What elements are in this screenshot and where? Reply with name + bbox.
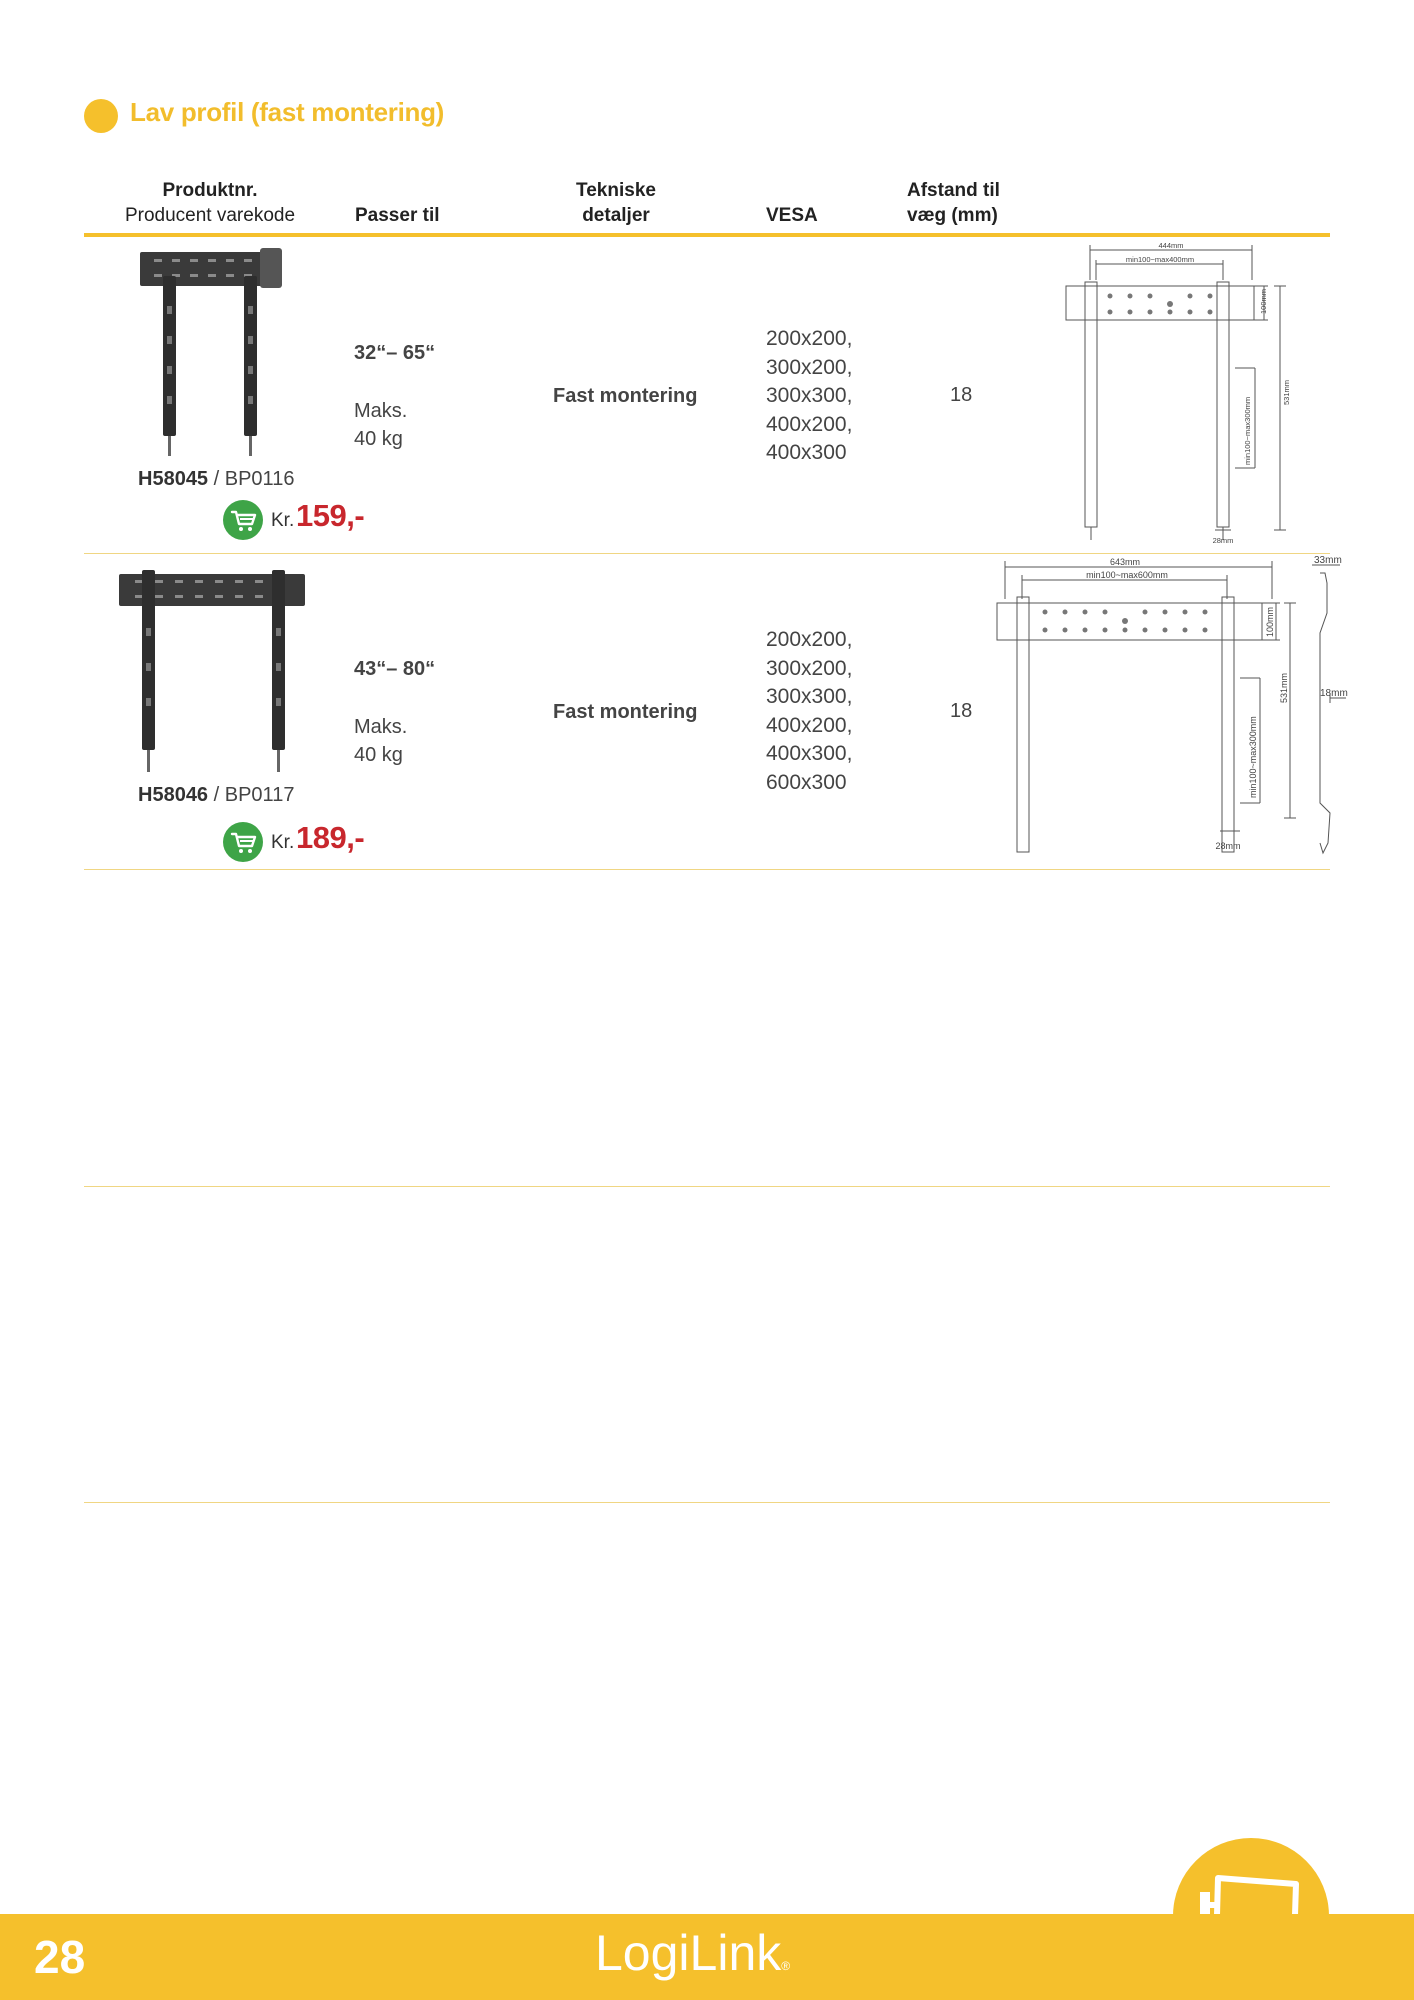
manufacturer-code: BP0117 [224,784,295,806]
vesa-item: 600x300 [766,770,847,794]
max-weight: 40 kg [354,744,403,766]
header-technical-line2: detaljer [582,205,650,226]
dimension-label: min100~max300mm [1243,396,1252,465]
dimension-label: min100~max300mm [1248,716,1258,798]
vesa-item: 400x300 [766,441,847,464]
dimension-label: 33mm [1314,555,1342,566]
header-wall-distance-line1: Afstand til [907,180,1000,201]
technical-drawing-h58046 [990,553,1355,858]
technical-details: Fast montering [553,701,698,723]
dimension-label: 444mm [1158,241,1184,250]
registered-mark: ® [781,1959,791,1973]
dimension-label: 18mm [1320,688,1348,699]
code-separator: / [213,468,220,490]
technical-drawing-h58045 [1060,240,1300,550]
product-code [138,468,294,491]
max-weight: 40 kg [354,428,403,450]
page-number: 28 [34,1931,86,1983]
dimension-label: 28mm [1215,841,1241,851]
header-technical-line1: Tekniske [576,180,656,201]
code-separator: / [213,784,220,806]
wall-distance: 18 [950,384,973,406]
row-divider [84,1186,1330,1187]
header-divider [84,233,1330,237]
vesa-item: 400x200, [766,713,853,737]
currency-label: Kr. [271,510,295,531]
vesa-list [766,325,852,468]
header-wall-distance [907,178,1000,228]
dimension-label: 100mm [1259,288,1268,314]
header-product-line2: Producent varekode [124,205,296,226]
row-divider [84,869,1330,870]
vesa-item: 200x200, [766,628,853,651]
cart-icon[interactable] [223,822,263,862]
cart-icon[interactable] [223,500,263,540]
product-image-h58045 [132,246,292,466]
product-number: H58046 [138,784,209,806]
dimension-label: 531mm [1279,672,1289,703]
max-label: Maks. [354,716,408,738]
fits-size: 32“– 65“ [354,342,436,364]
vesa-item: 400x300, [766,742,853,765]
fits-size: 43“– 80“ [354,658,436,680]
header-fits: Passer til [355,205,440,226]
product-number: H58045 [138,468,209,490]
dimension-label: min100~max400mm [1125,255,1195,264]
vesa-item: 300x300, [766,685,853,708]
header-technical [546,178,686,228]
dimension-label: 531mm [1282,379,1291,405]
header-wall-distance-line2: væg (mm) [907,205,998,226]
row-divider [84,1502,1330,1503]
dimension-label: 643mm [1109,557,1141,567]
technical-details: Fast montering [553,385,698,407]
max-label: Maks. [354,400,408,422]
manufacturer-code: BP0116 [224,468,295,490]
dimension-label: 28mm [1212,536,1234,545]
price: 189,- [296,820,365,855]
vesa-item: 400x200, [766,412,853,436]
dimension-label: min100~max600mm [1086,570,1168,580]
wall-distance: 18 [950,700,973,722]
section-title: Lav profil (fast montering) [130,97,445,127]
vesa-item: 200x200, [766,327,853,350]
currency-label: Kr. [271,832,295,853]
vesa-item: 300x300, [766,384,853,407]
vesa-item: 300x200, [766,656,853,680]
product-code [138,784,294,807]
vesa-list [766,626,852,797]
header-product [110,178,310,228]
product-image-h58046 [115,568,310,784]
brand-name: LogiLink [595,1925,782,1981]
dimension-label: 100mm [1265,606,1275,637]
vesa-item: 300x200, [766,355,853,379]
header-product-line1: Produktnr. [162,180,258,201]
price: 159,- [296,498,365,533]
header-vesa: VESA [766,205,818,226]
section-bullet-icon [84,99,118,133]
brand-logo [595,1924,790,1982]
